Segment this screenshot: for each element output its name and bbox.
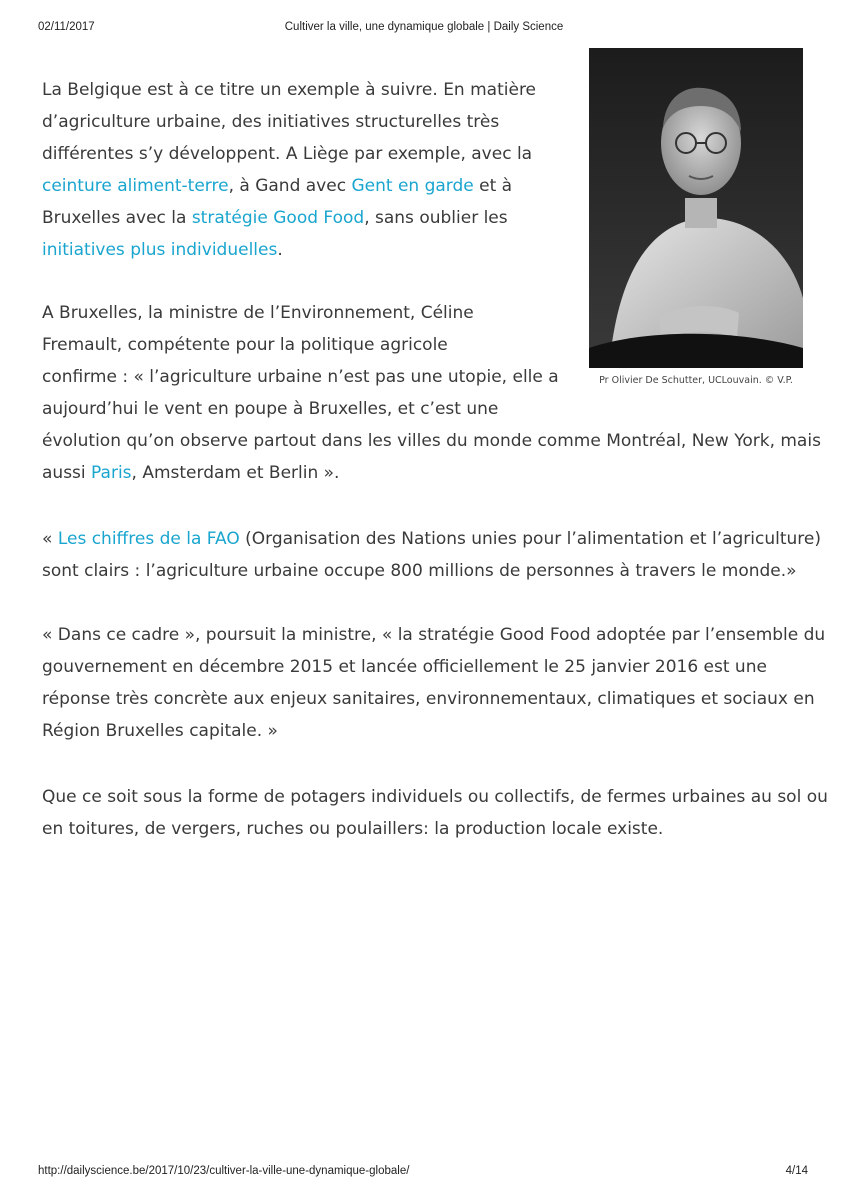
link-paris[interactable]: Paris <box>91 463 132 483</box>
text-line: d’agriculture urbaine, des initiatives structurelles très <box>42 112 500 132</box>
page-number: 4/14 <box>785 1165 808 1177</box>
link-initiatives-individuelles[interactable]: initiatives plus individuelles <box>42 240 278 260</box>
text-line: Région Bruxelles capitale. » <box>42 721 278 741</box>
paragraph-belgique <box>42 74 542 266</box>
text-line <box>42 523 822 555</box>
text-fragment: , Amsterdam et Berlin ». <box>131 463 340 483</box>
text-fragment: aussi <box>42 463 92 483</box>
text-line: différentes s’y développent. A Liège par exemple, avec la <box>42 144 533 164</box>
print-page-title: Cultiver la ville, une dynamique globale | Daily Science <box>284 21 564 33</box>
text-line: « Dans ce cadre », poursuit la ministre, « la stratégie Good Food adoptée par l’ensemble du <box>42 625 826 645</box>
text-line: évolution qu’on observe partout dans les villes du monde comme Montréal, New York, mais <box>42 431 821 451</box>
paragraph-fao <box>42 523 822 587</box>
paragraph-good-food <box>42 619 826 747</box>
text-line: sont clairs : l’agriculture urbaine occupe 800 millions de personnes à travers le monde.» <box>42 561 797 581</box>
text-line <box>42 234 542 266</box>
text-line <box>42 202 542 234</box>
paragraph-bruxelles <box>42 297 821 489</box>
link-ceinture-aliment-terre[interactable]: ceinture aliment-terre <box>42 176 229 196</box>
link-chiffres-fao[interactable]: Les chiffres de la FAO <box>57 529 240 549</box>
text-line <box>42 170 542 202</box>
text-fragment: et à <box>473 176 513 196</box>
text-line: réponse très concrète aux enjeux sanitaires, environnementaux, climatiques et sociaux en <box>42 689 815 709</box>
photo-caption: Pr Olivier De Schutter, UCLouvain. © V.P. <box>599 375 793 386</box>
text-line <box>42 457 812 489</box>
text-line: Fremault, compétente pour la politique agricole <box>42 335 448 355</box>
text-line: en toitures, de vergers, ruches ou poulaillers: la production locale existe. <box>42 819 664 839</box>
text-line: La Belgique est à ce titre un exemple à suivre. En matière <box>42 80 537 100</box>
text-fragment: Bruxelles avec la <box>42 208 192 228</box>
print-url: http://dailyscience.be/2017/10/23/cultiver-la-ville-une-dynamique-globale/ <box>38 1165 410 1177</box>
link-strategie-good-food[interactable]: stratégie Good Food <box>191 208 365 228</box>
text-line: A Bruxelles, la ministre de l’Environnement, Céline <box>42 303 474 323</box>
text-fragment: « <box>42 529 58 549</box>
text-fragment: , sans oublier les <box>364 208 508 228</box>
text-fragment: (Organisation des Nations unies pour l’alimentation et l’agriculture) <box>239 529 822 549</box>
link-gent-en-garde[interactable]: Gent en garde <box>351 176 474 196</box>
paragraph-production-locale <box>42 781 828 845</box>
text-line: aujourd’hui le vent en poupe à Bruxelles, et c’est une <box>42 399 499 419</box>
print-date: 02/11/2017 <box>38 21 95 33</box>
text-line: confirme : « l’agriculture urbaine n’est pas une utopie, elle a <box>42 367 559 387</box>
text-fragment: , à Gand avec <box>228 176 352 196</box>
text-fragment: . <box>277 240 283 260</box>
text-line: gouvernement en décembre 2015 et lancée officiellement le 25 janvier 2016 est une <box>42 657 767 677</box>
text-line: Que ce soit sous la forme de potagers individuels ou collectifs, de fermes urbaines au sol ou <box>42 787 828 807</box>
